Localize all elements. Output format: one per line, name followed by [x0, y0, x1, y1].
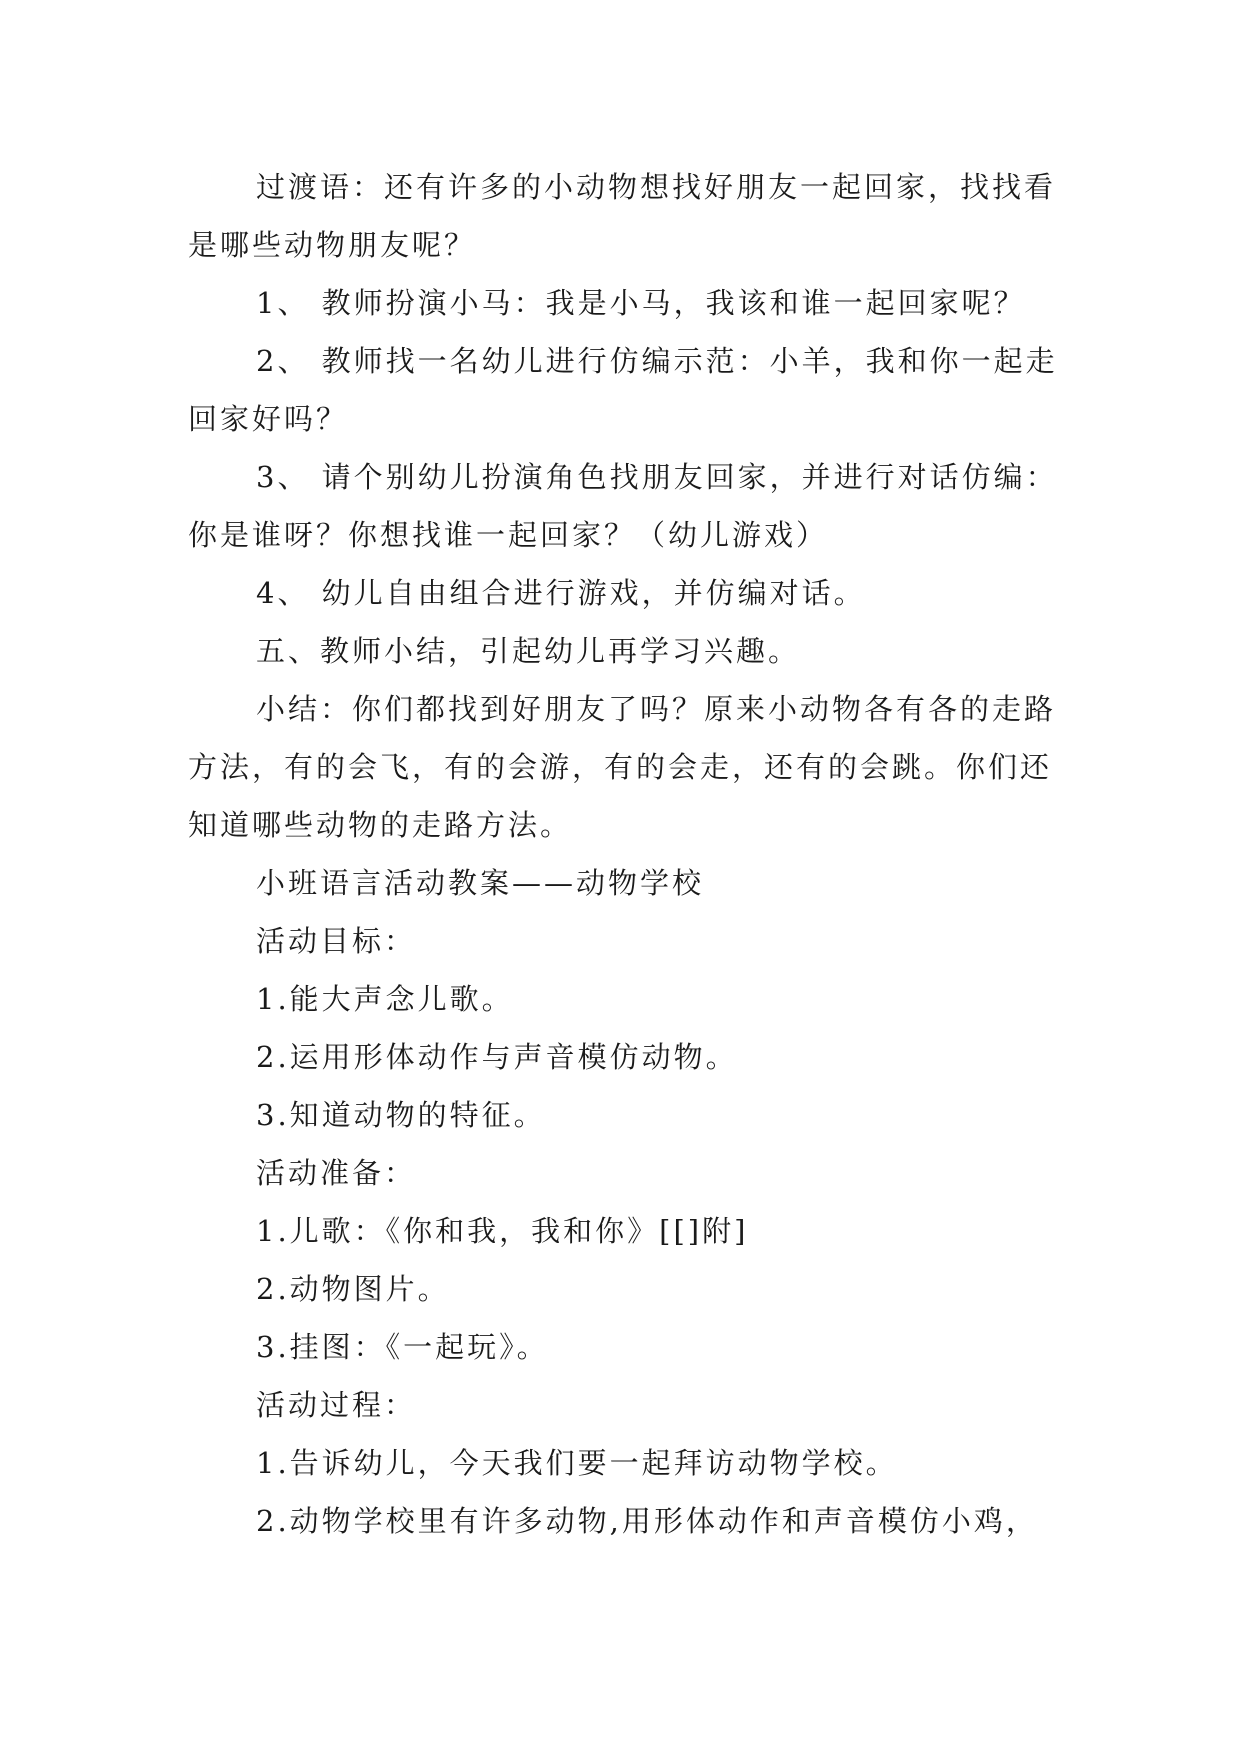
heading-process: 活动过程：: [256, 1388, 417, 1422]
paragraph-step-1: 1、 教师扮演小马：我是小马，我该和谁一起回家呢？: [256, 286, 1026, 320]
paragraph-step-4: 4、 幼儿自由组合进行游戏，并仿编对话。: [256, 576, 866, 610]
objective-3: 3.知道动物的特征。: [256, 1098, 546, 1132]
paragraph-summary: 小结：你们都找到好朋友了吗？原来小动物各有各的走路方法，有的会飞，有的会游，有的会走，还有的会跳。你们还知道哪些动物的走路方法。: [188, 692, 1057, 842]
preparation-2: 2.动物图片。: [256, 1272, 450, 1306]
paragraph-section-five: 五、教师小结，引起幼儿再学习兴趣。: [256, 634, 801, 668]
document-body: [188, 158, 1058, 1550]
heading-objectives: 活动目标：: [256, 924, 417, 958]
objective-2: 2.运用形体动作与声音模仿动物。: [256, 1040, 738, 1074]
paragraph-step-2: 2、 教师找一名幼儿进行仿编示范：小羊，我和你一起走回家好吗？: [188, 344, 1058, 436]
objective-1: 1.能大声念儿歌。: [256, 982, 514, 1016]
process-2: 2.动物学校里有许多动物,用形体动作和声音模仿小鸡，: [256, 1504, 1038, 1538]
paragraph-step-3: 3、 请个别幼儿扮演角色找朋友回家，并进行对话仿编：你是谁呀？你想找谁一起回家？（幼儿游戏）: [188, 460, 1058, 552]
preparation-1: 1.儿歌：《你和我，我和你》[[]附]: [256, 1214, 749, 1248]
preparation-3: 3.挂图：《一起玩》。: [256, 1330, 549, 1364]
process-1: 1.告诉幼儿，今天我们要一起拜访动物学校。: [256, 1446, 898, 1480]
lesson-title: 小班语言活动教案——动物学校: [256, 866, 705, 900]
paragraph-transition: 过渡语：还有许多的小动物想找好朋友一起回家，找找看是哪些动物朋友呢？: [188, 170, 1057, 262]
heading-preparation: 活动准备：: [256, 1156, 417, 1190]
